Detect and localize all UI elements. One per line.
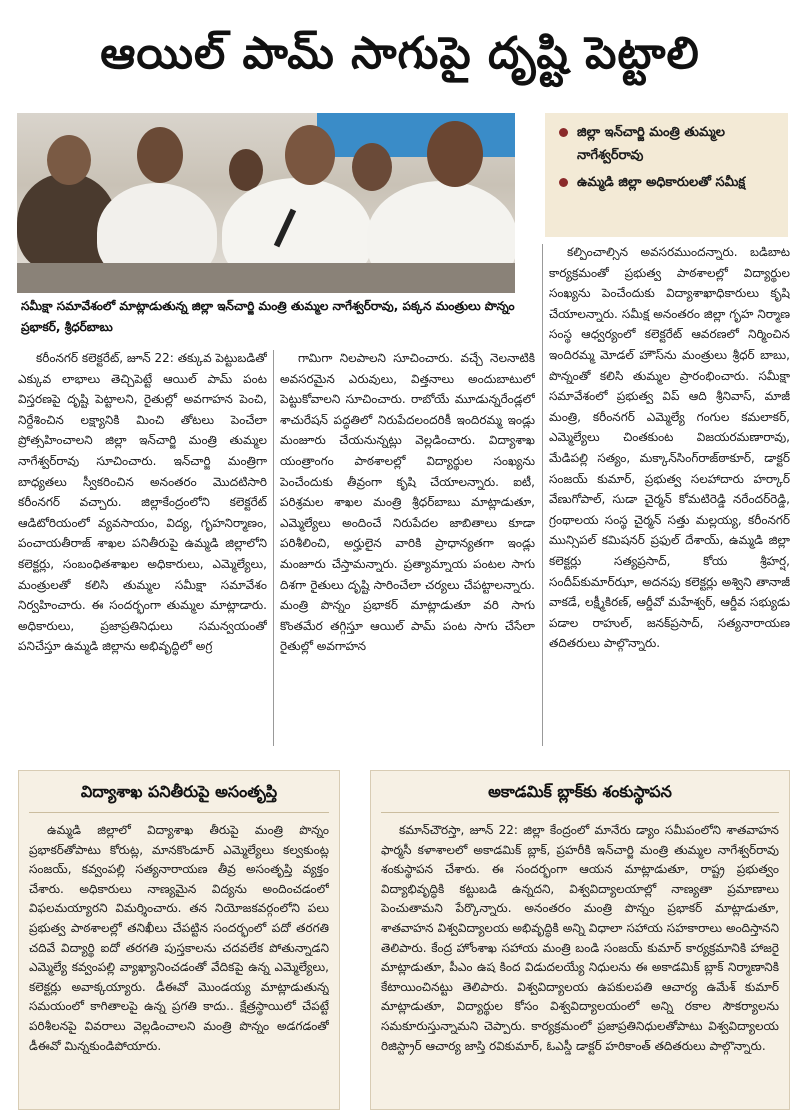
highlights-box: [545, 113, 788, 237]
headline: ఆయిల్ పామ్ సాగుపై దృష్టి పెట్టాలి: [100, 28, 700, 79]
photo-head: [427, 121, 483, 187]
story-text: కమాన్‌చౌరస్తా, జూన్ 22: జిల్లా కేంద్రంలో మానేరు డ్యాం సమీపంలోని శాతవాహన ఫార్మసీ కళాశాలలో అకాడమిక్ బ్లాక్, ప్రహరీకి ఇన్‌చార్జి మంత్రి తుమ్మల నాగేశ్వర్‌రావు శంకుస్థాపన చేశారు. ఈ సందర్భంగా ఆయన మాట్లాడుతూ, రాష్ట్ర ప్రభుత్వం విద్యాభివృద్ధికి కట్టుబడి ఉన్నదని, విశ్వవిద్యాలయాల్లో నాణ్యతా ప్రమాణాలు పెంచుతామని పేర్కొన్నారు. అనంతరం మంత్రి పొన్నం ప్రభాకర్ మాట్లాడుతూ, శాతవాహన విశ్వవిద్యాలయ అభివృద్ధికి అన్ని విధాలా సహాయ సహకారాలు అందిస్తానని తెలిపారు. కేంద్ర హోంశాఖ సహాయ మంత్రి బండి సంజయ్ కుమార్ కార్యక్రమానికి హాజరై మాట్లాడుతూ, పీఎం ఉష కింద విడుదలయ్యే నిధులను ఈ అకాడమిక్ బ్లాక్ నిర్మాణానికి కేటాయించినట్టు తెలిపారు. విశ్వవిద్యాలయ ఉపకులపతి ఆచార్య ఉమేశ్ కుమార్ మాట్లాడుతూ, విద్యార్థుల కోసం విశ్వవిద్యాలయంలో అన్ని రకాల సౌకర్యాలను సమకూరుస్తున్నామని చెప్పారు. కార్యక్రమంలో ప్రజాప్రతినిధులతోపాటు విశ్వవిద్యాలయ రిజిస్ట్రార్ ఆచార్య జాస్తి రవికుమార్, ఓఎస్డీ డాక్టర్ హరికాంత్ తదితరులు పాల్గొన్నారు.: [381, 823, 779, 1053]
photo-head: [137, 127, 183, 183]
sidebar-story-academic-block: [370, 770, 790, 1110]
story-body: [381, 821, 779, 1103]
sidebar-story-education: [18, 770, 340, 1110]
bullet-icon: [559, 128, 568, 137]
highlight-item: [557, 171, 778, 194]
bullet-icon: [559, 178, 568, 187]
photo-table: [17, 263, 515, 293]
story-body: [29, 821, 329, 1103]
story-text: ఉమ్మడి జిల్లాలో విద్యాశాఖ తీరుపై మంత్రి పొన్నం ప్రభాకర్‌తోపాటు కోరుట్ల, మానకొండూర్ ఎమ్మెల్యేలు కల్వకుంట్ల సంజయ్, కవ్వంపల్లి సత్యనారాయణ తీవ్ర అసంతృప్తి వ్యక్తం చేశారు. అధికారులు నాణ్యమైన విద్యను అందించడంలో విఫలమయ్యారని విమర్శించారు. తన నియోజకవర్గంలోని పలు ప్రభుత్వ పాఠశాలల్లో తనిఖీలు చేపట్టిన సందర్భంలో పదో తరగతి చదివే విద్యార్థి ఐదో తరగతి పుస్తకాలను చదవలేక పోతున్నాడని ఎమ్మెల్యే కవ్వంపల్లి వ్యాఖ్యానించడంతో వేదికపై ఉన్న ఎమ్మెల్యేలు, కలెక్టర్లు అవాక్కయ్యారు. డీఈవో మొండయ్య మాట్లాడుతున్న సమయంలో కాగితాలపై ఉన్న ప్రగతి కాదు.. క్షేత్రస్థాయిలో చేపట్టే పరిశీలనపై వివరాలు వెల్లడించాలని మంత్రి పొన్నం అడగడంతో డీఈవో మిన్నకుండిపోయారు.: [29, 823, 329, 1053]
article-column-2: [280, 348, 535, 748]
photo-head: [352, 143, 392, 191]
article-column-3: [549, 242, 790, 748]
article-text: కరీంనగర్ కలెక్టరేట్, జూన్ 22: తక్కువ పెట్టుబడితో ఎక్కువ లాభాలు తెచ్చిపెట్టే ఆయిల్ పామ్ పంట విస్తరణపై దృష్టి పెట్టాలని, రైతుల్లో అవగాహన పెంచి, నిర్దేశించిన లక్ష్యానికి మించి తోటలు పెంచేలా ప్రోత్సహించాలని జిల్లా ఇన్‌చార్జి మంత్రి తుమ్మల నాగేశ్వర్‌రావు సూచించారు. ఇన్‌చార్జి మంత్రిగా బాధ్యతలు స్వీకరించిన అనంతరం మొదటిసారి కరీంనగర్ వచ్చారు. జిల్లాకేంద్రంలోని కలెక్టరేట్ ఆడిటోరియంలో వ్యవసాయం, విద్య, గృహనిర్మాణం, పంచాయతీరాజ్ శాఖల పనితీరుపై ఉమ్మడి జిల్లాలోని కలెక్టర్లు, సంబంధితశాఖల అధికారులు, ఎమ్మెల్యేలు, మంత్రులతో కలిసి తుమ్మల సమీక్షా సమావేశం నిర్వహించారు. ఈ సందర్భంగా తుమ్మల మాట్లాడారు. అధికారులు, ప్రజాప్రతినిధులు సమన్వయంతో పనిచేస్తూ ఉమ్మడి జిల్లాను అభివృద్ధిలో అగ్ర: [18, 351, 267, 654]
article-column-1: [18, 348, 267, 748]
article-text: కల్పించాల్సిన అవసరముందన్నారు. బడిబాట కార్యక్రమంతో ప్రభుత్వ పాఠశాలల్లో విద్యార్థుల సంఖ్యను పెంచేందుకు విద్యాశాఖాధికారులు కృషి చేయాలన్నారు. సమీక్ష అనంతరం జిల్లా గృహ నిర్మాణ సంస్థ ఆధ్వర్యంలో కలెక్టరేట్ ఆవరణలో నిర్మించిన ఇందిరమ్మ మోడల్ హౌస్‌ను మంత్రులు శ్రీధర్ బాబు, పొన్నంతో కలిసి తుమ్మల ప్రారంభించారు. సమీక్షా సమావేశంలో ప్రభుత్వ విప్ ఆది శ్రీనివాస్, మాజీ మంత్రి, కరీంనగర్ ఎమ్మెల్యే గంగుల కమలాకర్, ఎమ్మెల్యేలు చింతకుంట విజయరమణారావు, మేడిపల్లి సత్యం, మక్కాన్‌సింగ్‌రాజ్‌ఠాకూర్, డాక్టర్ సంజయ్ కుమార్, ప్రభుత్వ సలహాదారు హర్కార్ వేణుగోపాల్, సుడా చైర్మన్ కోమటిరెడ్డి నరేందర్‌రెడ్డి, గ్రంథాలయ సంస్థ చైర్మన్ సత్తు మల్లయ్య, కరీంనగర్ మున్సిపల్ కమిషనర్ ప్రఫుల్ దేశాయ్, ఉమ్మడి జిల్లా కలెక్టర్లు సత్యప్రసాద్, కోయ శ్రీహర్ష, సందీప్‌కుమార్‌ఝా, అదనపు కలెక్టర్లు అశ్విని తానాజీ వాకడే, లక్ష్మీకిరణ్, ఆర్డీవో మహేశ్వర్, ఆర్డీవ సభ్యుడు పడాల రాహుల్, జనక్‌ప్రసాద్, సత్యనారాయణ తదితరులు పాల్గొన్నారు.: [549, 245, 790, 651]
photo-caption: సమీక్షా సమావేశంలో మాట్లాడుతున్న జిల్లా ఇన్‌చార్జి మంత్రి తుమ్మల నాగేశ్వర్‌రావు, పక్కన మంత్రులు పొన్నం ప్రభాకర్, శ్రీధర్‌బాబు: [21, 299, 515, 334]
photo-head: [47, 135, 91, 185]
highlight-text: ఉమ్మడి జిల్లా అధికారులతో సమీక్ష: [577, 175, 746, 190]
column-divider: [273, 350, 274, 746]
column-divider: [542, 244, 543, 746]
highlight-text: జిల్లా ఇన్‌చార్జి మంత్రి తుమ్మల నాగేశ్వర్‌రావు: [577, 125, 725, 163]
photo-head: [285, 125, 335, 185]
news-photo: [17, 113, 515, 293]
highlight-item: [557, 121, 778, 167]
story-title: విద్యాశాఖ పనితీరుపై అసంతృప్తి: [29, 771, 329, 813]
article-text: గామిగా నిలపాలని సూచించారు. వచ్చే నెలనాటికి అవసరమైన ఎరువులు, విత్తనాలు అందుబాటులో పెట్టుకోవాలని సూచించారు. రాబోయే మూడున్నరేండ్లలో శాచురేషన్ పద్ధతిలో నిరుపేదలందరికీ ఇందిరమ్మ ఇండ్లు మంజూరు చేయనున్నట్లు వెల్లడించారు. విద్యాశాఖ యంత్రాంగం పాఠశాలల్లో విద్యార్థుల సంఖ్యను పెంచేందుకు తీవ్రంగా కృషి చేయాలన్నారు. ఐటీ, పరిశ్రమల శాఖల మంత్రి శ్రీధర్‌బాబు మాట్లాడుతూ, ఎమ్మెల్యేలు అందించే నిరుపేదల జాబితాలు కూడా పరిశీలించి, అర్హులైన వారికి ప్రాధాన్యతగా ఇండ్లు మంజూరు చేస్తామన్నారు. ప్రత్యామ్నాయ పంటల సాగు దిశగా రైతులు దృష్టి సారించేలా చర్యలు చేపట్టాలన్నారు. మంత్రి పొన్నం ప్రభాకర్ మాట్లాడుతూ వరి సాగు కొంతమేర తగ్గిస్తూ ఆయిల్ పామ్ పంట సాగు చేసేలా రైతుల్లో అవగాహన: [280, 351, 535, 654]
photo-background-banner: [317, 113, 515, 157]
story-title: అకాడమిక్ బ్లాక్‌కు శంకుస్థాపన: [381, 771, 779, 813]
